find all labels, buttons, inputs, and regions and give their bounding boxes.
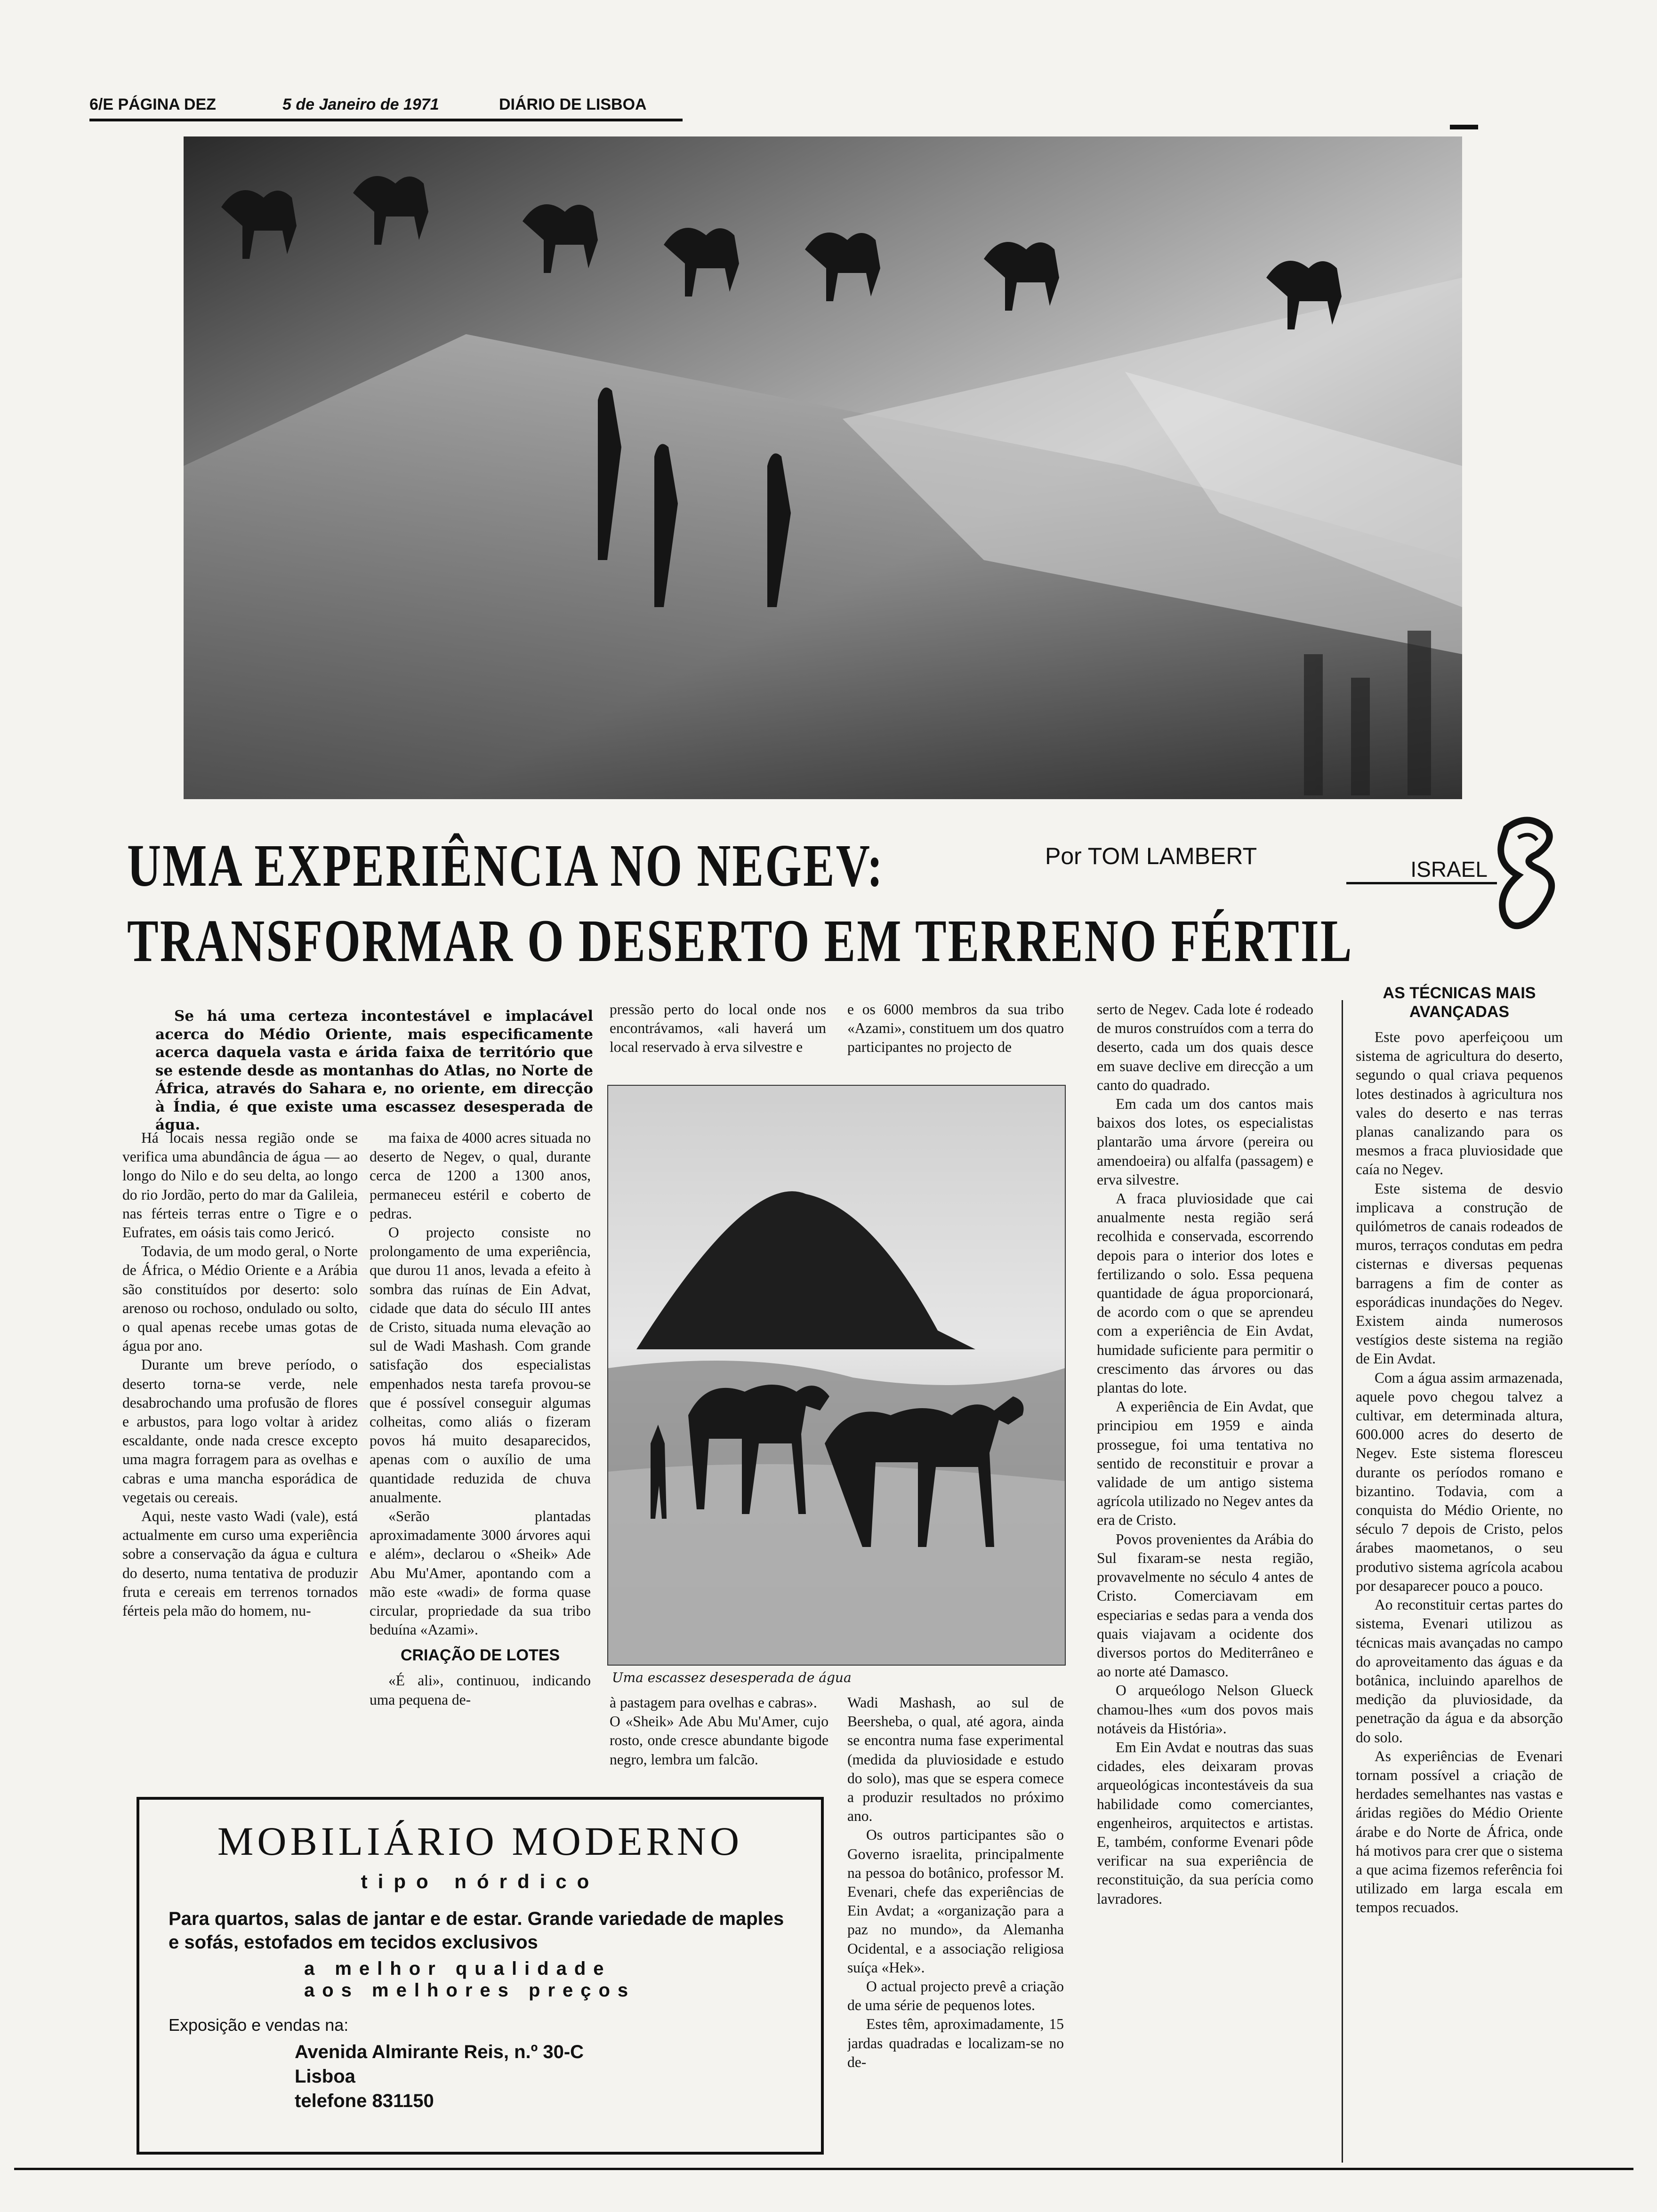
column-2 xyxy=(370,1129,591,1780)
ad-name: MOBILIÁRIO MODERNO xyxy=(217,1819,743,1864)
headline-line-2: TRANSFORMAR O DESERTO EM TERRENO FÉRTIL xyxy=(127,907,1353,974)
subhead-tecnicas: AS TÉCNICAS MAIS AVANÇADAS xyxy=(1383,984,1536,1021)
furniture-advertisement xyxy=(137,1797,824,2155)
paragraph: Povos provenientes da Arábia do Sul fixaram-se nesta região, provavelmente no século 4 antes de Cristo. Comerciavam em especiarias e sedas para a venda dos quais viajavam a ocidente dos diversos portos do Mediterrâneo e ao norte até Damasco. xyxy=(1097,1531,1313,1680)
paragraph: O arqueólogo Nelson Glueck chamou-lhes «um dos povos mais notáveis da História». xyxy=(1097,1682,1313,1737)
column-6 xyxy=(1356,984,1563,2163)
inset-photo xyxy=(607,1085,1066,1666)
paragraph: e os 6000 membros da sua tribo «Azami», constituem um dos quatro participantes no projecto de xyxy=(847,1001,1064,1056)
column-divider xyxy=(1342,1000,1343,2163)
paragraph: «É ali», continuou, indicando uma pequena de- xyxy=(370,1672,591,1708)
ad-description: Para quartos, salas de jantar e de estar. Grande variedade de maples e sofás, estofados em tecidos exclusivos xyxy=(169,1908,784,1953)
column-4-bottom xyxy=(847,1693,1064,2164)
paragraph: Em cada um dos cantos mais baixos dos lotes, os especialistas plantarão uma árvore (pereira ou amendoeira) ou alfalfa (passagem) e erva silvestre. xyxy=(1097,1096,1313,1188)
ad-exhibition-label: Exposição e vendas na: xyxy=(169,2015,349,2035)
paragraph: O projecto consiste no prolongamento de uma experiência, que durou 11 anos, levada a efeito à sombra das ruínas de Ein Advat, cidade que data do século III antes de Cristo, situada numa elevação ao sul de Wadi Mashash. Com grande satisfação dos especialistas empenhados nesta tarefa provou-se que é possível conseguir algumas colheitas, como aliás o fizeram povos há muito desaparecidos, apenas com o auxílio de uma quantidade reduzida de chuva anualmente. xyxy=(370,1224,591,1506)
column-1 xyxy=(122,1129,358,1780)
page-number: 6/E PÁGINA DEZ xyxy=(89,96,216,113)
paragraph: A fraca pluviosidade que cai anualmente nesta região será recolhida e conservada, escorrendo depois para o interior dos lotes e fertilizando o solo. Essa pequena quantidade de água proporcionará, de acordo com o que se aprendeu com a experiência de Ein Avdat, humidade suficiente para permitir o crescimento das árvores ou das plantas do lote. xyxy=(1097,1190,1313,1396)
paragraph: Aqui, neste vasto Wadi (vale), está actualmente em curso uma experiência sobre a conservação da água e cultura do deserto, numa tentativa de produzir fruta e cereais em terrenos tornados férteis pela mão do homem, nu- xyxy=(122,1508,358,1619)
paragraph: ma faixa de 4000 acres situada no deserto de Negev, o qual, durante cerca de 1200 a 1300 anos, permaneceu estéril e coberto de pedras. xyxy=(370,1130,591,1222)
paragraph: Este sistema de desvio implicava a construção de quilómetros de canais rodeados de muros, terraços condutas em pedra cisternas e diversas pequenas barragens a fim de conter as esporádicas inundações do Negev. Existem ainda numerosos vestígios deste sistema na região de Ein Avdat. xyxy=(1356,1180,1563,1367)
paragraph: pressão perto do local onde nos encontrávamos, «ali haverá um local reservado à erva silvestre e xyxy=(610,1001,826,1056)
newspaper-name: DIÁRIO DE LISBOA xyxy=(499,96,647,113)
column-4-top xyxy=(847,1000,1064,1075)
ad-street: Avenida Almirante Reis, n.º 30-C xyxy=(295,2042,584,2062)
page-bottom-rule xyxy=(14,2168,1633,2170)
column-3-top xyxy=(610,1000,826,1075)
paragraph: Há locais nessa região onde se verifica uma abundância de água — ao longo do Nilo e do seu delta, ao longo do rio Jordão, perto do mar da Galileia, nas férteis terras entre o Tigre e o Eufrates, em oásis tais como Jericó. xyxy=(122,1130,358,1241)
ad-quality-tagline xyxy=(304,1958,681,2001)
ad-city: Lisboa xyxy=(295,2066,355,2087)
paragraph: A experiência de Ein Avdat, que principiou em 1959 e ainda prossegue, foi uma tentativa no sentido de reconstituir e provar a validade de um antigo sistema agrícola utilizado no Negev antes da era de Cristo. xyxy=(1097,1398,1313,1529)
paragraph: Ao reconstituir certas partes do sistema, Evenari utilizou as técnicas mais avançadas no campo do aproveitamento das águas e da botânica, incluindo aparelhos de medição da pluviosidade, da penetração da água e da absorção do solo. xyxy=(1356,1596,1563,1746)
paragraph: à pastagem para ovelhas e cabras». O «Sheik» Ade Abu Mu'Amer, cujo rosto, onde cresce abundante bigode negro, lembra um falcão. xyxy=(610,1694,828,1768)
issue-date: 5 de Janeiro de 1971 xyxy=(282,96,439,113)
paragraph: Este povo aperfeiçoou um sistema de agricultura do deserto, segundo o qual criava pequenos lotes destinados à agricultura nos vales do deserto e nas terras planas canalizando para os mesmos a fraca pluviosidade que caía no Negev. xyxy=(1356,1029,1563,1178)
paragraph: Wadi Mashash, ao sul de Beersheba, o qual, até agora, ainda se encontra numa fase experimental (medida da pluviosidade e estudo do solo), mas que se espera comece a produzir resultados no próximo ano. xyxy=(847,1694,1064,1825)
inset-caption: Uma escassez desesperada de água xyxy=(612,1670,852,1685)
paragraph: Os outros participantes são o Governo israelita, principalmente na pessoa do botânico, professor M. Evenari, chefe das experiências de Ein Avdat; a «organização para a paz no mundo», da Alemanha Ocidental, e a associação religiosa suíça «Hek». xyxy=(847,1827,1064,1976)
ad-address xyxy=(295,2040,584,2113)
column-5 xyxy=(1097,1000,1313,2163)
section-letter-logo-icon xyxy=(1492,814,1563,937)
ad-phone: telefone 831150 xyxy=(295,2091,434,2111)
camel-caravan-photo-icon xyxy=(184,136,1462,799)
ad-quality-line: a melhor qualidade xyxy=(304,1958,611,1979)
paragraph: Em Ein Avdat e noutras das suas cidades, eles deixaram provas arqueológicas incontestáveis da sua habilidade como comerciantes, engenheiros, arquitectos e artistas. E, também, conforme Evenari pôde verificar na sua experiência de reconstituição, da sua perícia como lavradores. xyxy=(1097,1739,1313,1907)
paragraph: O actual projecto prevê a criação de uma série de pequenos lotes. xyxy=(847,1978,1064,2014)
section-label: ISRAEL xyxy=(1346,857,1497,884)
headline-line-1: UMA EXPERIÊNCIA NO NEGEV: xyxy=(127,832,885,899)
masthead xyxy=(89,92,683,121)
byline: Por TOM LAMBERT xyxy=(1045,843,1257,869)
lead-text: Se há uma certeza incontestável e implacável acerca do Médio Oriente, mais especificamente acerca daquela vasta e árida faixa de território que se estende desde as montanhas do Atlas, no Norte de África, através do Sahara e, no oriente, em direcção à Índia, é que existe uma escassez desesperada de água. xyxy=(155,1008,593,1133)
subhead-criacao-de-lotes: CRIAÇÃO DE LOTES xyxy=(400,1646,560,1665)
lead-paragraph xyxy=(155,1007,593,1134)
ad-price-line: aos melhores preços xyxy=(304,1980,636,2001)
paragraph: Com a água assim armazenada, aquele povo chegou talvez a cultivar, em determinada altura, 600.000 acres do deserto de Negev. Este sistema floresceu durante os períodos romano e bizantino. Todavia, com a conquista do Médio Oriente, no século 7 depois de Cristo, pelos árabes maometanos, o seu produtivo sistema agrícola acabou por desaparecer pouco a pouco. xyxy=(1356,1369,1563,1594)
camels-desert-photo-icon xyxy=(608,1086,1065,1665)
paragraph: «Serão plantadas aproximadamente 3000 árvores aqui e além», declarou o «Sheik» Ade Abu Mu'Amer, apontando com a mão este «wadi» de forma quase circular, propriedade da sua tribo beduína «Azami». xyxy=(370,1508,591,1638)
ad-subtitle: tipo nórdico xyxy=(361,1870,600,1892)
column-3-bottom xyxy=(610,1693,828,1787)
paragraph: Todavia, de um modo geral, o Norte de África, o Médio Oriente e a Arábia são constituídos por deserto: solo arenoso ou rochoso, ondulado ou solto, o qual apenas recebe umas gotas de água por ano. xyxy=(122,1243,358,1354)
corner-mark xyxy=(1450,125,1478,129)
paragraph: serto de Negev. Cada lote é rodeado de muros construídos com a terra do deserto, cada um dos quais desce em suave declive em direcção a um canto do quadrado. xyxy=(1097,1001,1313,1093)
paragraph: As experiências de Evenari tornam possível a criação de herdades semelhantes nas vastas e áridas regiões do Médio Oriente árabe e do Norte de África, onde há motivos para crer que o sistema a que acima fizemos referência foi utilizado em larga escala em tempos recuados. xyxy=(1356,1747,1563,1916)
paragraph: Estes têm, aproximadamente, 15 jardas quadradas e localizam-se no de- xyxy=(847,2016,1064,2070)
paragraph: Durante um breve período, o deserto torna-se verde, nele desabrochando uma profusão de flores e arbustos, para logo voltar à aridez escaldante, onde nada cresce excepto uma magra forragem para as ovelhas e cabras e uma mancha esporádica de vegetais ou cereais. xyxy=(122,1356,358,1506)
main-photo xyxy=(184,136,1462,799)
